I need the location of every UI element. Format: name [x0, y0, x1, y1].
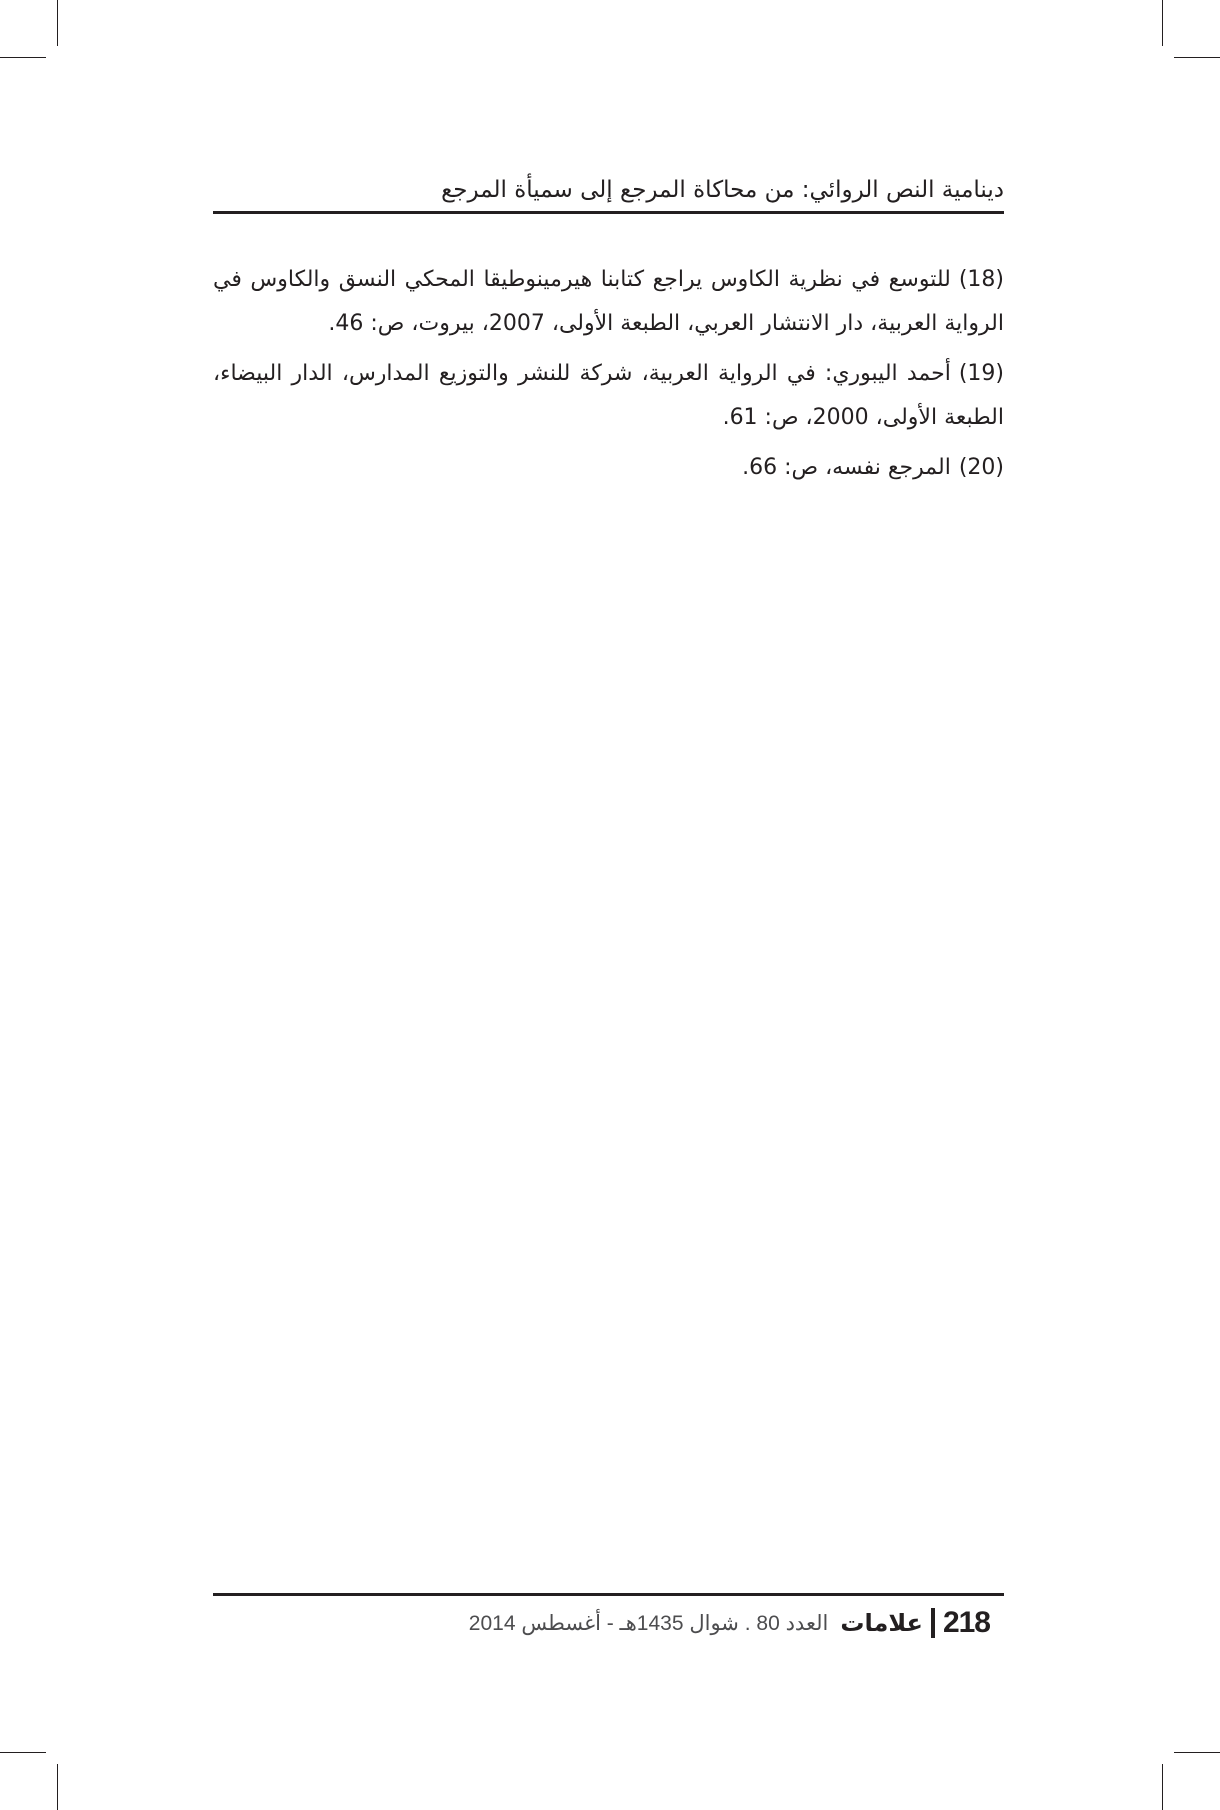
crop-mark [0, 1752, 46, 1753]
crop-mark [0, 57, 46, 58]
crop-mark [57, 1764, 58, 1810]
footnote [213, 352, 1004, 440]
footnote [213, 258, 1004, 346]
footnote [213, 446, 1004, 490]
footnote-text: أحمد اليبوري: في الرواية العربية، شركة للنشر والتوزيع المدارس، الدار البيضاء، الطبعة الأولى، 2000، ص: 61. [213, 361, 1004, 430]
footnote-number: (18) [958, 267, 1004, 292]
crop-mark [1174, 1752, 1220, 1753]
header-rule [213, 211, 1004, 214]
crop-mark [1174, 57, 1220, 58]
crop-mark [1162, 1764, 1163, 1810]
footnote-text: للتوسع في نظرية الكاوس يراجع كتابنا هيرمينوطيقا المحكي النسق والكاوس في الرواية العربية، دار الانتشار العربي، الطبعة الأولى، 2007، بيروت، ص: 46. [213, 267, 1004, 336]
journal-logo: علامات [840, 1609, 923, 1637]
running-head: دينامية النص الروائي: من محاكاة المرجع إلى سميأة المرجع [441, 177, 1004, 203]
page-footer [213, 1600, 1004, 1646]
footer-rule [213, 1593, 1004, 1596]
page-number: 218 [942, 1606, 990, 1639]
issue-info: العدد 80 . شوال 1435هـ - أغسطس 2014 [468, 1611, 829, 1635]
footnotes-list [213, 258, 1004, 496]
footer-divider [931, 1608, 935, 1638]
footnote-number: (19) [958, 361, 1004, 386]
crop-mark [57, 0, 58, 46]
footnote-text: المرجع نفسه، ص: 66. [742, 455, 951, 480]
footnote-number: (20) [958, 455, 1004, 480]
crop-mark [1162, 0, 1163, 46]
